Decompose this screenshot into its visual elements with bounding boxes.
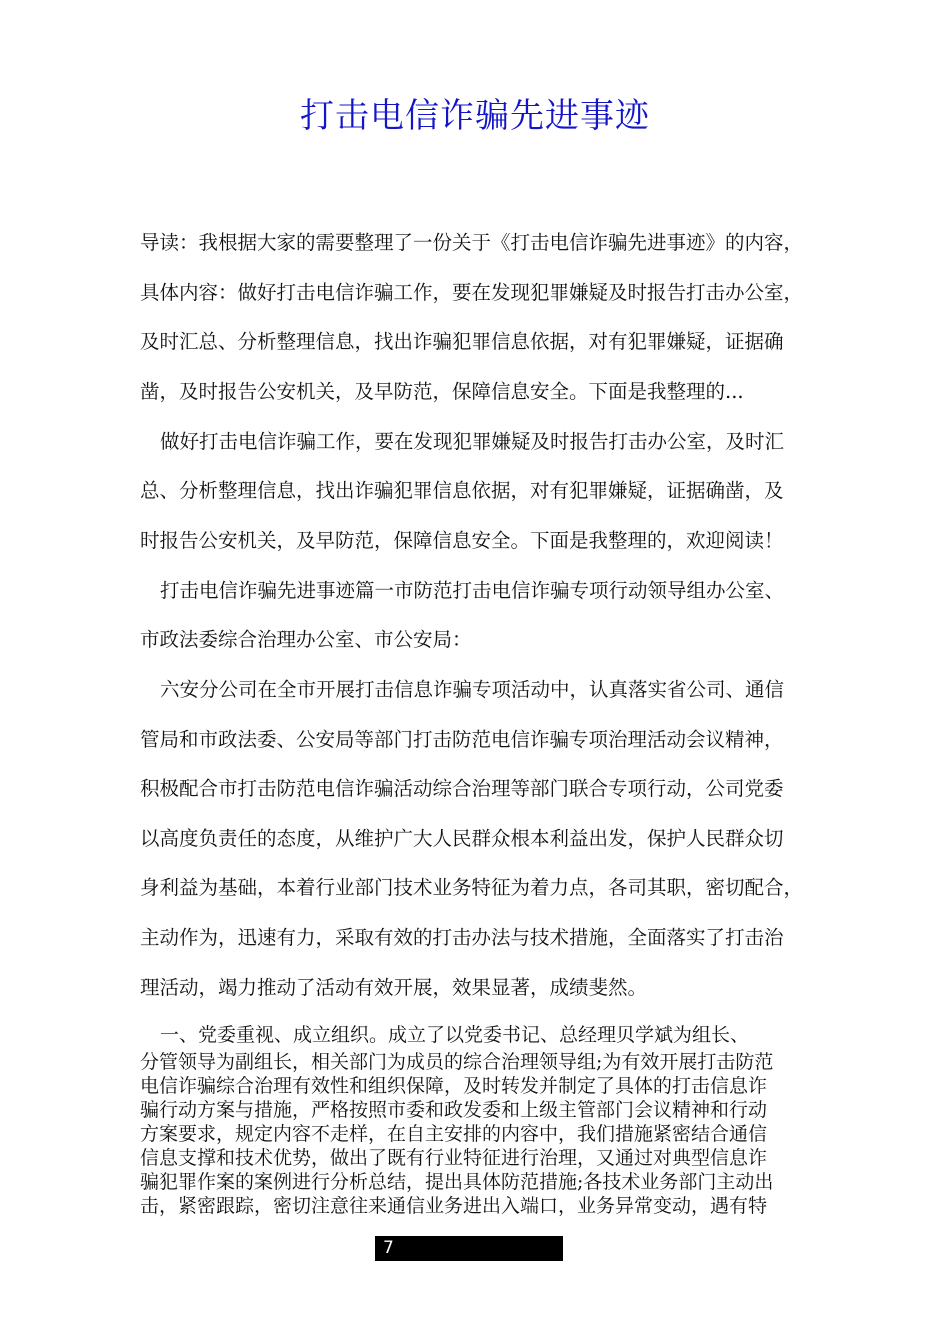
text-line: 方案要求，规定内容不走样，在自主安排的内容中，我们措施紧密结合通信 — [140, 1123, 768, 1145]
text-line: 打击电信诈骗先进事迹篇一市防范打击电信诈骗专项行动领导组办公室、 — [160, 579, 785, 602]
text-line: 积极配合市打击防范电信诈骗活动综合治理等部门联合专项行动，公司党委 — [140, 777, 784, 800]
text-line: 分管领导为副组长，相关部门为成员的综合治理领导组;为有效开展打击防范 — [140, 1051, 774, 1073]
text-line: 骗行动方案与措施，严格按照市委和政发委和上级主管部门会议精神和行动 — [140, 1099, 768, 1121]
text-line: 骗犯罪作案的案例进行分析总结，提出具体防范措施;各技术业务部门主动出 — [140, 1171, 774, 1193]
text-line: 信息支撑和技术优势，做出了既有行业特征进行治理，又通过对典型信息诈 — [140, 1147, 768, 1169]
text-line: 击，紧密跟踪，密切注意往来通信业务进出入端口，业务异常变动，遇有特 — [140, 1195, 768, 1217]
text-line: 具体内容：做好打击电信诈骗工作，要在发现犯罪嫌疑及时报告打击办公室， — [140, 281, 804, 304]
text-line: 做好打击电信诈骗工作，要在发现犯罪嫌疑及时报告打击办公室，及时汇 — [160, 430, 785, 453]
text-line: 以高度负责任的态度，从维护广大人民群众根本利益出发，保护人民群众切 — [140, 827, 784, 850]
text-line: 理活动，竭力推动了活动有效开展，效果显著，成绩斐然。 — [140, 976, 648, 999]
text-line: 凿，及时报告公安机关，及早防范，保障信息安全。下面是我整理的... — [140, 380, 744, 403]
text-line: 电信诈骗综合治理有效性和组织保障，及时转发并制定了具体的打击信息诈 — [140, 1075, 768, 1097]
text-line: 总、分析整理信息，找出诈骗犯罪信息依据，对有犯罪嫌疑，证据确凿，及 — [140, 479, 784, 502]
document-title: 打击电信诈骗先进事迹 — [300, 96, 650, 136]
text-line: 一、党委重视、成立组织。成立了以党委书记、总经理贝学斌为组长、 — [160, 1024, 750, 1046]
text-line: 导读：我根据大家的需要整理了一份关于《打击电信诈骗先进事迹》的内容， — [140, 231, 804, 254]
text-line: 管局和市政法委、公安局等部门打击防范电信诈骗专项治理活动会议精神， — [140, 728, 784, 751]
text-line: 市政法委综合治理办公室、市公安局： — [140, 628, 472, 651]
page-number-bar — [375, 1236, 563, 1261]
page-number: 7 — [383, 1238, 394, 1258]
text-line: 六安分公司在全市开展打击信息诈骗专项活动中，认真落实省公司、通信 — [160, 678, 785, 701]
text-line: 主动作为，迅速有力，采取有效的打击办法与技术措施，全面落实了打击治 — [140, 926, 784, 949]
text-line: 时报告公安机关，及早防范，保障信息安全。下面是我整理的，欢迎阅读！ — [140, 529, 784, 552]
text-line: 身利益为基础，本着行业部门技术业务特征为着力点，各司其职，密切配合， — [140, 876, 804, 899]
text-line: 及时汇总、分析整理信息，找出诈骗犯罪信息依据，对有犯罪嫌疑，证据确 — [140, 330, 784, 353]
